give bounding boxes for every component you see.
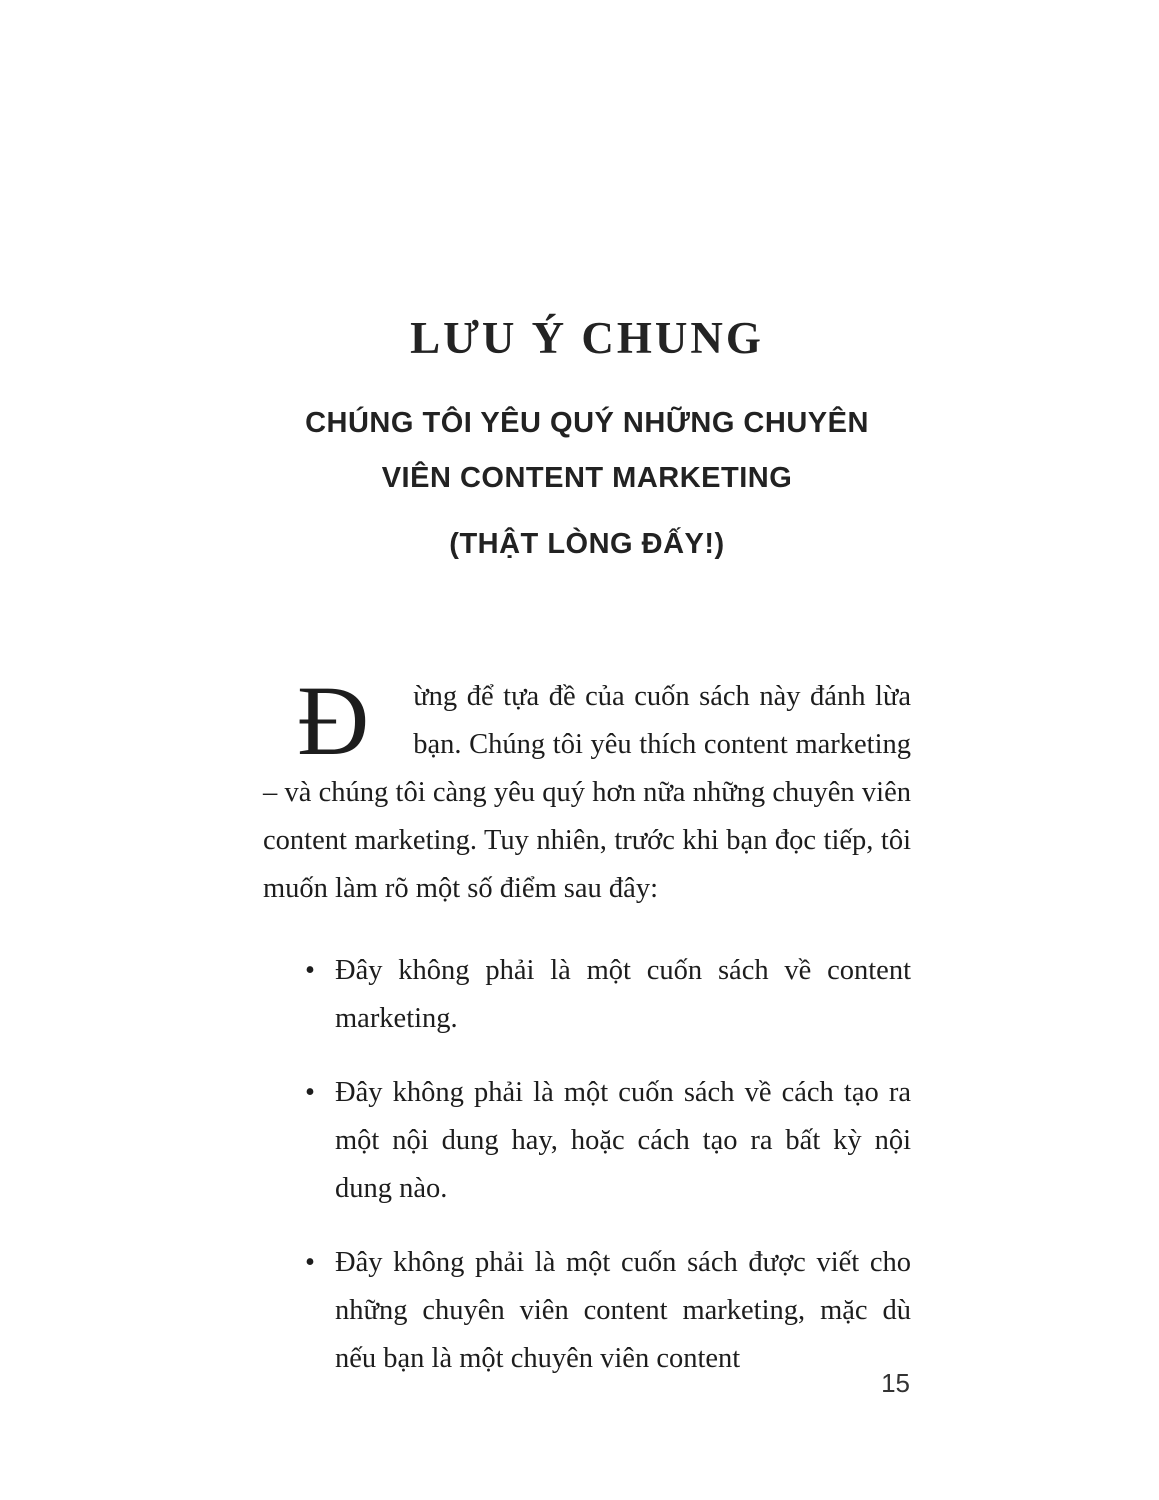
bullet-list xyxy=(263,947,911,1383)
intro-text: ừng để tựa đề của cuốn sách này đánh lừa bạn. Chúng tôi yêu thích content marketing – và chúng tôi càng yêu quý hơn nữa những chuyên viên content marketing. Tuy nhiên, trước khi bạn đọc tiếp, tôi muốn làm rõ một số điểm sau đây: xyxy=(263,681,911,904)
page-number: 15 xyxy=(881,1368,910,1398)
chapter-title: LƯU Ý CHUNG xyxy=(410,313,764,363)
list-item xyxy=(305,1069,911,1213)
chapter-subtitle-parenthetical: (THẬT LÒNG ĐẤY!) xyxy=(449,528,725,560)
bullet-text: Đây không phải là một cuốn sách về cách tạo ra một nội dung hay, hoặc cách tạo ra bất kỳ nội dung nào. xyxy=(335,1077,911,1204)
page-content xyxy=(263,0,911,1409)
list-item xyxy=(305,947,911,1043)
chapter-subtitle xyxy=(263,396,911,506)
bullet-icon: • xyxy=(305,1247,315,1278)
bullet-icon: • xyxy=(305,1077,315,1108)
intro-paragraph xyxy=(263,665,911,913)
bullet-text: Đây không phải là một cuốn sách được viết cho những chuyên viên content marketing, mặc dù nếu bạn là một chuyên viên content xyxy=(335,1247,911,1374)
list-item xyxy=(305,1239,911,1383)
drop-cap: Đ xyxy=(297,665,370,776)
bullet-icon: • xyxy=(305,955,315,986)
chapter-subtitle-line-2: VIÊN CONTENT MARKETING xyxy=(381,462,793,494)
bullet-text: Đây không phải là một cuốn sách về content marketing. xyxy=(335,955,911,1034)
chapter-subtitle-line-1: CHÚNG TÔI YÊU QUÝ NHỮNG CHUYÊN xyxy=(305,407,869,439)
